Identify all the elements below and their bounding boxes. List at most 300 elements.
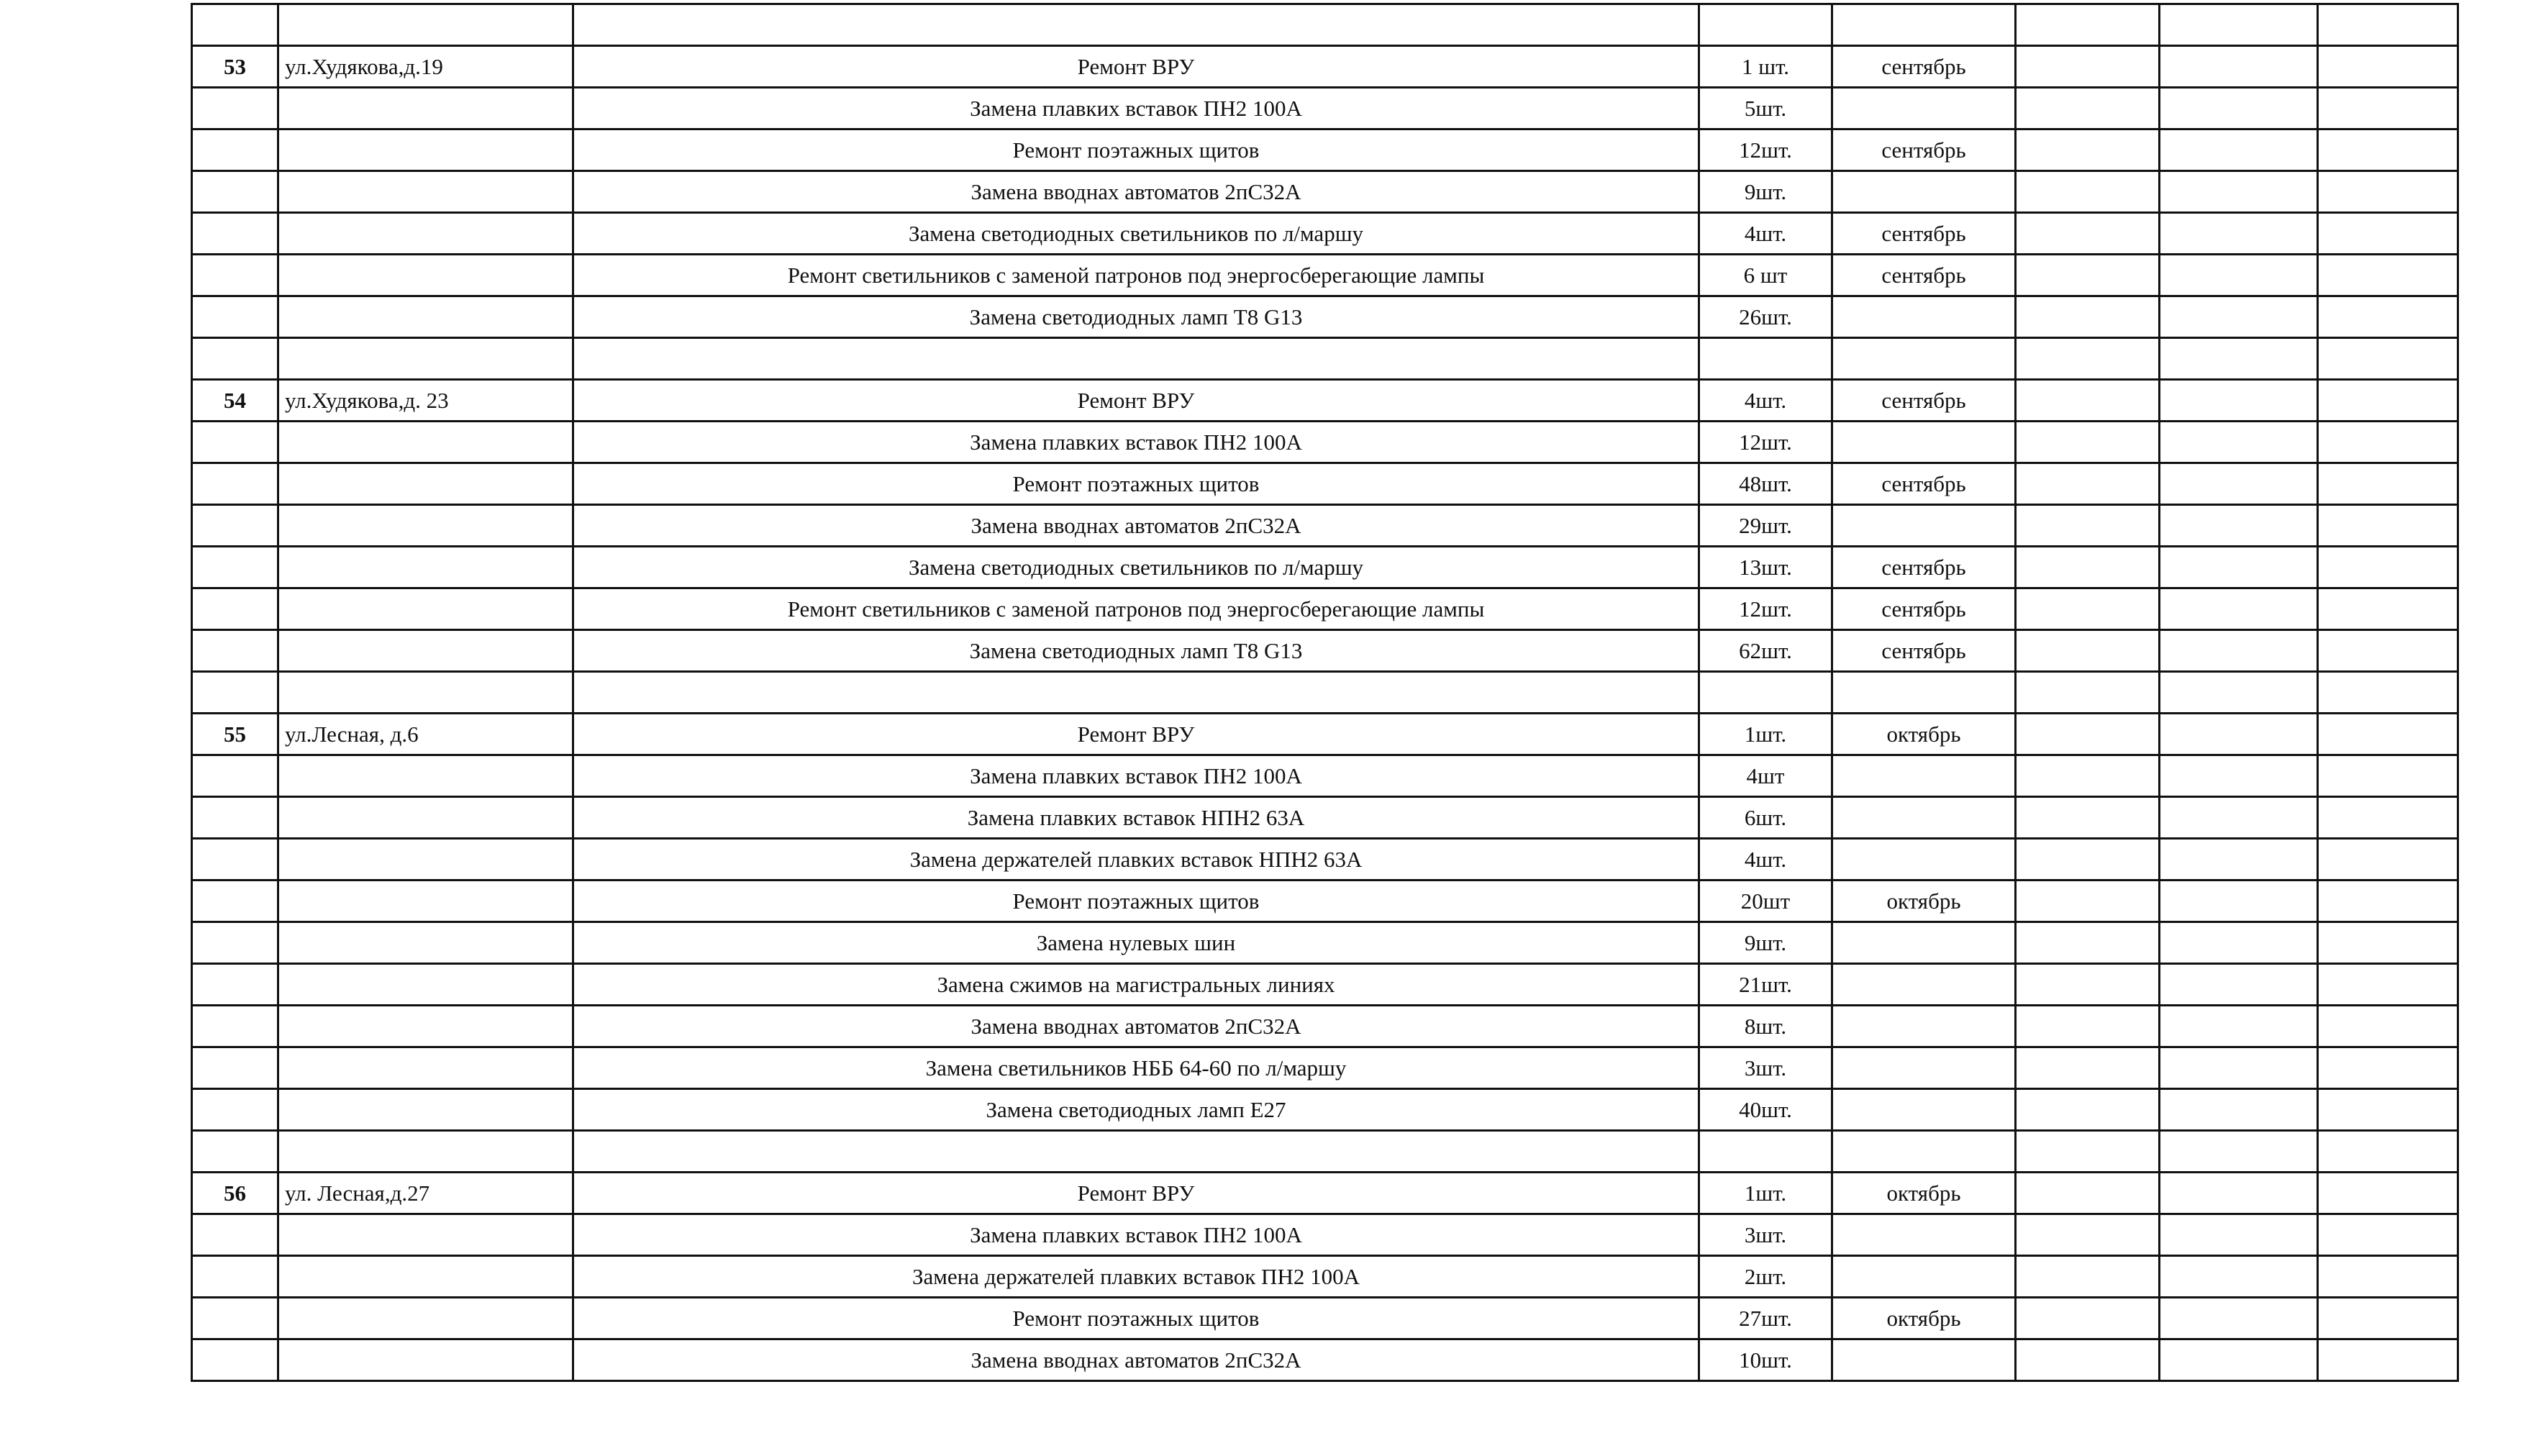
table-row xyxy=(192,1006,2458,1047)
month-cell xyxy=(1832,922,2016,964)
month-cell xyxy=(1832,672,2016,714)
empty-cell xyxy=(2016,714,2160,755)
empty-cell xyxy=(2160,255,2318,296)
table-row xyxy=(192,213,2458,255)
empty-cell xyxy=(2318,88,2458,129)
item-number-cell: 56 xyxy=(192,1173,278,1214)
empty-cell xyxy=(2318,672,2458,714)
table-row xyxy=(192,46,2458,88)
empty-cell xyxy=(2160,714,2318,755)
empty-cell xyxy=(2160,505,2318,547)
empty-cell xyxy=(2016,755,2160,797)
empty-cell xyxy=(2318,630,2458,672)
work-description-cell: Замена вводнах автоматов 2пС32А xyxy=(573,1339,1699,1381)
empty-cell xyxy=(2318,338,2458,380)
empty-cell xyxy=(2160,630,2318,672)
month-cell xyxy=(1832,505,2016,547)
empty-cell xyxy=(2160,338,2318,380)
address-cell xyxy=(278,338,573,380)
address-cell xyxy=(278,1006,573,1047)
work-description-cell: Замена плавких вставок ПН2 100А xyxy=(573,88,1699,129)
quantity-cell: 4шт. xyxy=(1699,213,1832,255)
empty-cell xyxy=(2160,672,2318,714)
empty-cell xyxy=(2016,1214,2160,1256)
item-number-cell xyxy=(192,964,278,1006)
item-number-cell xyxy=(192,505,278,547)
item-number-cell: 53 xyxy=(192,46,278,88)
item-number-cell xyxy=(192,839,278,881)
quantity-cell: 4шт xyxy=(1699,755,1832,797)
quantity-cell: 9шт. xyxy=(1699,922,1832,964)
month-cell xyxy=(1832,1006,2016,1047)
table-row xyxy=(192,672,2458,714)
empty-cell xyxy=(2016,422,2160,463)
table-row xyxy=(192,505,2458,547)
quantity-cell: 48шт. xyxy=(1699,463,1832,505)
month-cell xyxy=(1832,422,2016,463)
month-cell: сентябрь xyxy=(1832,463,2016,505)
work-description-cell: Ремонт ВРУ xyxy=(573,46,1699,88)
empty-cell xyxy=(2016,922,2160,964)
work-description-cell: Замена вводнах автоматов 2пС32А xyxy=(573,505,1699,547)
month-cell xyxy=(1832,1214,2016,1256)
address-cell xyxy=(278,964,573,1006)
quantity-cell: 8шт. xyxy=(1699,1006,1832,1047)
empty-cell xyxy=(2016,1047,2160,1089)
quantity-cell xyxy=(1699,338,1832,380)
table-row xyxy=(192,1256,2458,1298)
month-cell: сентябрь xyxy=(1832,588,2016,630)
empty-cell xyxy=(2016,630,2160,672)
work-description-cell: Замена светодиодных ламп Т8 G13 xyxy=(573,296,1699,338)
empty-cell xyxy=(2016,213,2160,255)
table-row xyxy=(192,422,2458,463)
table-row xyxy=(192,171,2458,213)
empty-cell xyxy=(2160,463,2318,505)
table-row xyxy=(192,1339,2458,1381)
quantity-cell: 12шт. xyxy=(1699,129,1832,171)
work-description-cell: Замена светильников НББ 64-60 по л/маршу xyxy=(573,1047,1699,1089)
work-description-cell: Замена сжимов на магистральных линиях xyxy=(573,964,1699,1006)
empty-cell xyxy=(2318,1047,2458,1089)
address-cell xyxy=(278,213,573,255)
empty-cell xyxy=(2318,588,2458,630)
empty-cell xyxy=(2016,1089,2160,1131)
empty-cell xyxy=(2016,672,2160,714)
address-cell xyxy=(278,296,573,338)
month-cell xyxy=(1832,1089,2016,1131)
work-description-cell: Замена светодиодных ламп Т8 G13 xyxy=(573,630,1699,672)
address-cell: ул.Худякова,д.19 xyxy=(278,46,573,88)
month-cell: сентябрь xyxy=(1832,547,2016,588)
address-cell xyxy=(278,1214,573,1256)
empty-cell xyxy=(2318,46,2458,88)
empty-cell xyxy=(2318,505,2458,547)
empty-cell xyxy=(2318,714,2458,755)
month-cell xyxy=(1832,171,2016,213)
empty-cell xyxy=(2016,4,2160,46)
month-cell xyxy=(1832,88,2016,129)
work-description-cell xyxy=(573,672,1699,714)
work-description-cell: Замена плавких вставок НПН2 63А xyxy=(573,797,1699,839)
address-cell xyxy=(278,797,573,839)
empty-cell xyxy=(2016,588,2160,630)
month-cell xyxy=(1832,755,2016,797)
work-description-cell: Замена светодиодных светильников по л/маршу xyxy=(573,213,1699,255)
work-description-cell: Ремонт светильников с заменой патронов под энергосберегающие лампы xyxy=(573,588,1699,630)
item-number-cell xyxy=(192,797,278,839)
month-cell xyxy=(1832,1256,2016,1298)
table-row xyxy=(192,463,2458,505)
work-description-cell: Ремонт поэтажных щитов xyxy=(573,129,1699,171)
quantity-cell: 3шт. xyxy=(1699,1214,1832,1256)
month-cell xyxy=(1832,797,2016,839)
empty-cell xyxy=(2016,1256,2160,1298)
empty-cell xyxy=(2318,797,2458,839)
item-number-cell xyxy=(192,1256,278,1298)
item-number-cell xyxy=(192,630,278,672)
quantity-cell: 27шт. xyxy=(1699,1298,1832,1339)
quantity-cell: 13шт. xyxy=(1699,547,1832,588)
address-cell xyxy=(278,881,573,922)
empty-cell xyxy=(2318,4,2458,46)
empty-cell xyxy=(2016,338,2160,380)
empty-cell xyxy=(2318,255,2458,296)
empty-cell xyxy=(2016,171,2160,213)
document-sheet xyxy=(191,3,2457,1382)
work-description-cell: Замена светодиодных светильников по л/маршу xyxy=(573,547,1699,588)
quantity-cell: 29шт. xyxy=(1699,505,1832,547)
empty-cell xyxy=(2318,1339,2458,1381)
month-cell xyxy=(1832,964,2016,1006)
work-description-cell: Замена плавких вставок ПН2 100А xyxy=(573,1214,1699,1256)
quantity-cell: 12шт. xyxy=(1699,588,1832,630)
table-row xyxy=(192,714,2458,755)
empty-cell xyxy=(2318,1089,2458,1131)
table-row xyxy=(192,755,2458,797)
month-cell xyxy=(1832,4,2016,46)
address-cell xyxy=(278,630,573,672)
table-row xyxy=(192,1298,2458,1339)
empty-cell xyxy=(2016,1131,2160,1173)
item-number-cell xyxy=(192,1131,278,1173)
quantity-cell: 40шт. xyxy=(1699,1089,1832,1131)
empty-cell xyxy=(2160,380,2318,422)
work-description-cell: Ремонт ВРУ xyxy=(573,1173,1699,1214)
address-cell xyxy=(278,1089,573,1131)
item-number-cell xyxy=(192,129,278,171)
item-number-cell xyxy=(192,422,278,463)
empty-cell xyxy=(2318,922,2458,964)
quantity-cell: 21шт. xyxy=(1699,964,1832,1006)
table-row xyxy=(192,881,2458,922)
work-description-cell: Замена держателей плавких вставок ПН2 100А xyxy=(573,1256,1699,1298)
quantity-cell: 10шт. xyxy=(1699,1339,1832,1381)
empty-cell xyxy=(2160,88,2318,129)
address-cell xyxy=(278,839,573,881)
empty-cell xyxy=(2016,88,2160,129)
month-cell xyxy=(1832,296,2016,338)
empty-cell xyxy=(2160,1214,2318,1256)
month-cell: сентябрь xyxy=(1832,213,2016,255)
empty-cell xyxy=(2318,1214,2458,1256)
address-cell xyxy=(278,1339,573,1381)
work-description-cell: Ремонт ВРУ xyxy=(573,380,1699,422)
quantity-cell: 12шт. xyxy=(1699,422,1832,463)
address-cell xyxy=(278,255,573,296)
work-description-cell: Ремонт ВРУ xyxy=(573,714,1699,755)
empty-cell xyxy=(2160,1298,2318,1339)
item-number-cell xyxy=(192,88,278,129)
empty-cell xyxy=(2160,588,2318,630)
work-description-cell: Ремонт светильников с заменой патронов под энергосберегающие лампы xyxy=(573,255,1699,296)
empty-cell xyxy=(2160,922,2318,964)
empty-cell xyxy=(2160,1006,2318,1047)
empty-cell xyxy=(2318,296,2458,338)
address-cell: ул. Лесная,д.27 xyxy=(278,1173,573,1214)
empty-cell xyxy=(2160,1047,2318,1089)
table-row xyxy=(192,547,2458,588)
empty-cell xyxy=(2016,1173,2160,1214)
quantity-cell xyxy=(1699,4,1832,46)
empty-cell xyxy=(2160,171,2318,213)
item-number-cell xyxy=(192,1089,278,1131)
empty-cell xyxy=(2318,1298,2458,1339)
quantity-cell: 20шт xyxy=(1699,881,1832,922)
quantity-cell: 9шт. xyxy=(1699,171,1832,213)
empty-cell xyxy=(2160,422,2318,463)
quantity-cell: 6шт. xyxy=(1699,797,1832,839)
item-number-cell xyxy=(192,296,278,338)
empty-cell xyxy=(2160,797,2318,839)
address-cell: ул.Лесная, д.6 xyxy=(278,714,573,755)
month-cell: октябрь xyxy=(1832,714,2016,755)
month-cell: октябрь xyxy=(1832,881,2016,922)
address-cell xyxy=(278,1131,573,1173)
empty-cell xyxy=(2160,296,2318,338)
address-cell xyxy=(278,1256,573,1298)
month-cell xyxy=(1832,1131,2016,1173)
quantity-cell: 6 шт xyxy=(1699,255,1832,296)
empty-cell xyxy=(2160,881,2318,922)
month-cell: октябрь xyxy=(1832,1298,2016,1339)
work-description-cell xyxy=(573,4,1699,46)
item-number-cell xyxy=(192,255,278,296)
empty-cell xyxy=(2016,1298,2160,1339)
month-cell xyxy=(1832,338,2016,380)
work-description-cell: Замена держателей плавких вставок НПН2 63А xyxy=(573,839,1699,881)
month-cell xyxy=(1832,839,2016,881)
quantity-cell: 1шт. xyxy=(1699,1173,1832,1214)
empty-cell xyxy=(2016,1339,2160,1381)
item-number-cell xyxy=(192,1339,278,1381)
empty-cell xyxy=(2318,964,2458,1006)
address-cell xyxy=(278,4,573,46)
address-cell xyxy=(278,547,573,588)
empty-cell xyxy=(2160,46,2318,88)
empty-cell xyxy=(2016,463,2160,505)
quantity-cell: 62шт. xyxy=(1699,630,1832,672)
work-description-cell: Ремонт поэтажных щитов xyxy=(573,463,1699,505)
work-description-cell: Замена плавких вставок ПН2 100А xyxy=(573,422,1699,463)
table-row xyxy=(192,380,2458,422)
address-cell xyxy=(278,1298,573,1339)
month-cell xyxy=(1832,1047,2016,1089)
work-description-cell: Ремонт поэтажных щитов xyxy=(573,1298,1699,1339)
table-row xyxy=(192,1089,2458,1131)
address-cell: ул.Худякова,д. 23 xyxy=(278,380,573,422)
work-description-cell: Ремонт поэтажных щитов xyxy=(573,881,1699,922)
empty-cell xyxy=(2318,422,2458,463)
empty-cell xyxy=(2318,1173,2458,1214)
address-cell xyxy=(278,505,573,547)
table-row xyxy=(192,630,2458,672)
empty-cell xyxy=(2160,964,2318,1006)
empty-cell xyxy=(2318,547,2458,588)
table-row xyxy=(192,88,2458,129)
table-row xyxy=(192,839,2458,881)
table-row xyxy=(192,964,2458,1006)
item-number-cell xyxy=(192,1298,278,1339)
address-cell xyxy=(278,588,573,630)
empty-cell xyxy=(2160,1089,2318,1131)
address-cell xyxy=(278,755,573,797)
empty-cell xyxy=(2016,380,2160,422)
table-row xyxy=(192,255,2458,296)
quantity-cell: 2шт. xyxy=(1699,1256,1832,1298)
empty-cell xyxy=(2160,4,2318,46)
table-row xyxy=(192,4,2458,46)
table-row xyxy=(192,129,2458,171)
item-number-cell xyxy=(192,171,278,213)
work-description-cell: Замена плавких вставок ПН2 100А xyxy=(573,755,1699,797)
quantity-cell xyxy=(1699,1131,1832,1173)
item-number-cell xyxy=(192,922,278,964)
empty-cell xyxy=(2318,1256,2458,1298)
item-number-cell xyxy=(192,463,278,505)
work-schedule-table xyxy=(191,3,2459,1382)
empty-cell xyxy=(2160,547,2318,588)
table-row xyxy=(192,797,2458,839)
work-description-cell: Замена вводнах автоматов 2пС32А xyxy=(573,1006,1699,1047)
month-cell: сентябрь xyxy=(1832,46,2016,88)
table-body xyxy=(192,4,2458,1381)
empty-cell xyxy=(2318,839,2458,881)
table-row xyxy=(192,1131,2458,1173)
address-cell xyxy=(278,672,573,714)
empty-cell xyxy=(2160,129,2318,171)
item-number-cell xyxy=(192,1214,278,1256)
empty-cell xyxy=(2318,171,2458,213)
empty-cell xyxy=(2160,755,2318,797)
address-cell xyxy=(278,922,573,964)
work-description-cell: Замена нулевых шин xyxy=(573,922,1699,964)
month-cell: сентябрь xyxy=(1832,129,2016,171)
quantity-cell: 3шт. xyxy=(1699,1047,1832,1089)
item-number-cell: 54 xyxy=(192,380,278,422)
month-cell xyxy=(1832,1339,2016,1381)
table-row xyxy=(192,338,2458,380)
month-cell: сентябрь xyxy=(1832,255,2016,296)
quantity-cell: 4шт. xyxy=(1699,380,1832,422)
work-description-cell xyxy=(573,1131,1699,1173)
empty-cell xyxy=(2160,1256,2318,1298)
month-cell: сентябрь xyxy=(1832,630,2016,672)
work-description-cell: Замена светодиодных ламп Е27 xyxy=(573,1089,1699,1131)
table-row xyxy=(192,588,2458,630)
quantity-cell: 1шт. xyxy=(1699,714,1832,755)
address-cell xyxy=(278,171,573,213)
item-number-cell xyxy=(192,4,278,46)
empty-cell xyxy=(2318,463,2458,505)
address-cell xyxy=(278,422,573,463)
table-row xyxy=(192,1173,2458,1214)
quantity-cell: 5шт. xyxy=(1699,88,1832,129)
empty-cell xyxy=(2160,1339,2318,1381)
empty-cell xyxy=(2016,505,2160,547)
empty-cell xyxy=(2016,964,2160,1006)
empty-cell xyxy=(2016,296,2160,338)
empty-cell xyxy=(2318,213,2458,255)
empty-cell xyxy=(2318,380,2458,422)
item-number-cell xyxy=(192,881,278,922)
item-number-cell xyxy=(192,672,278,714)
month-cell: сентябрь xyxy=(1832,380,2016,422)
empty-cell xyxy=(2016,46,2160,88)
month-cell: октябрь xyxy=(1832,1173,2016,1214)
item-number-cell xyxy=(192,338,278,380)
empty-cell xyxy=(2016,881,2160,922)
quantity-cell: 4шт. xyxy=(1699,839,1832,881)
empty-cell xyxy=(2318,755,2458,797)
empty-cell xyxy=(2160,839,2318,881)
empty-cell xyxy=(2016,255,2160,296)
empty-cell xyxy=(2016,129,2160,171)
empty-cell xyxy=(2318,1131,2458,1173)
work-description-cell xyxy=(573,338,1699,380)
empty-cell xyxy=(2016,547,2160,588)
empty-cell xyxy=(2160,213,2318,255)
empty-cell xyxy=(2160,1131,2318,1173)
empty-cell xyxy=(2318,1006,2458,1047)
empty-cell xyxy=(2318,881,2458,922)
quantity-cell: 1 шт. xyxy=(1699,46,1832,88)
empty-cell xyxy=(2016,797,2160,839)
item-number-cell xyxy=(192,547,278,588)
address-cell xyxy=(278,129,573,171)
work-description-cell: Замена вводнах автоматов 2пС32А xyxy=(573,171,1699,213)
item-number-cell xyxy=(192,755,278,797)
item-number-cell xyxy=(192,1047,278,1089)
empty-cell xyxy=(2318,129,2458,171)
address-cell xyxy=(278,463,573,505)
empty-cell xyxy=(2016,839,2160,881)
item-number-cell xyxy=(192,213,278,255)
address-cell xyxy=(278,88,573,129)
item-number-cell: 55 xyxy=(192,714,278,755)
table-row xyxy=(192,1047,2458,1089)
table-row xyxy=(192,922,2458,964)
table-row xyxy=(192,296,2458,338)
empty-cell xyxy=(2016,1006,2160,1047)
empty-cell xyxy=(2160,1173,2318,1214)
quantity-cell xyxy=(1699,672,1832,714)
address-cell xyxy=(278,1047,573,1089)
quantity-cell: 26шт. xyxy=(1699,296,1832,338)
table-row xyxy=(192,1214,2458,1256)
item-number-cell xyxy=(192,588,278,630)
item-number-cell xyxy=(192,1006,278,1047)
